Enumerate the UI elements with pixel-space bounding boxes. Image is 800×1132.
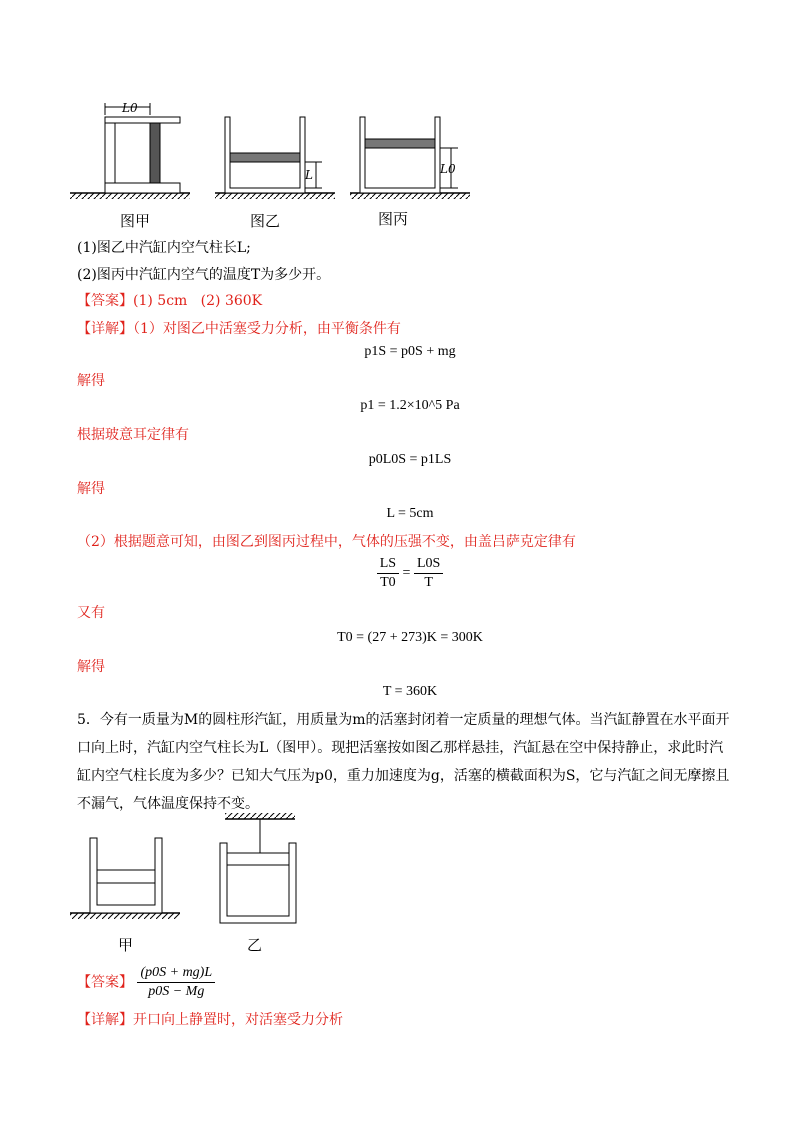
dim-label-bing: L0 — [440, 162, 456, 176]
eq5-num-right: L0S — [414, 555, 443, 574]
q5-answer-den: p0S − Mg — [148, 984, 205, 999]
answer-value-2: (2) 360K — [200, 293, 263, 309]
equation-4: L = 5cm — [386, 506, 434, 521]
eq5-den-left: T0 — [380, 575, 396, 590]
caption-jia-2: 甲 — [118, 936, 134, 954]
diagram-yi — [215, 117, 335, 199]
solve-label-3: 解得 — [77, 659, 105, 675]
caption-yi-2: 乙 — [247, 936, 263, 954]
q4-answer — [77, 291, 262, 311]
q5-detail-text: 开口向上静置时，对活塞受力分析 — [133, 1012, 343, 1028]
answer-label: 【答案】 — [77, 293, 133, 309]
figure-cylinders-2 — [60, 805, 320, 930]
equation-6: T0 = (27 + 273)K = 300K — [337, 630, 483, 645]
eq5-den-right: T — [424, 575, 433, 590]
equation-1: p1S = p0S + mg — [364, 344, 456, 359]
solve-label-2: 解得 — [77, 481, 105, 497]
dim-label-top: L0 — [122, 101, 138, 115]
q4-part1: (1)图乙中汽缸内空气柱长L; — [77, 240, 251, 256]
diagram-jia — [70, 103, 190, 199]
q5-detail — [77, 1010, 343, 1030]
dim-label-yi: L — [305, 168, 313, 182]
q5-answer-num: (p0S + mg)L — [137, 964, 215, 983]
equation-3: p0L0S = p1LS — [368, 452, 452, 467]
caption-jia: 图甲 — [120, 212, 151, 230]
also-label: 又有 — [77, 605, 105, 621]
q5-answer — [77, 964, 215, 1001]
diagram-bing — [350, 117, 470, 199]
diagram-jia-2 — [70, 838, 180, 919]
q5-text: 5．今有一质量为M的圆柱形汽缸，用质量为m的活塞封闭着一定质量的理想气体。当汽缸静置在水平面开口向上时，汽缸内空气柱长为L（图甲）。现把活塞按如图乙那样悬挂，汽缸悬在空中保持静止，求此时汽缸内空气柱长度为多少？已知大气压为p0，重力加速度为g，活塞的横截面积为S，它与汽缸之间无摩擦且不漏气，气体温度保持不变。 — [77, 712, 730, 812]
boyle-law: 根据玻意耳定律有 — [77, 427, 189, 443]
equation-7: T = 360K — [382, 684, 438, 699]
detail-intro: （1）对图乙中活塞受力分析，由平衡条件有 — [133, 321, 401, 337]
q5-detail-label: 【详解】 — [77, 1012, 133, 1028]
solve-label-1: 解得 — [77, 373, 105, 389]
q5-answer-label: 【答案】 — [77, 974, 133, 991]
detail-label: 【详解】 — [77, 321, 133, 337]
answer-value-1: (1) 5cm — [133, 293, 188, 309]
eq5-num-left: LS — [377, 555, 399, 574]
equation-5: $\frac{LS}{T0}$ = $\frac{L0S}{T}$ — [345, 555, 475, 592]
caption-yi: 图乙 — [250, 212, 281, 230]
part2-detail: （2）根据题意可知，由图乙到图丙过程中，气体的压强不变，由盖吕萨克定律有 — [77, 534, 576, 550]
q4-part2: (2)图丙中汽缸内空气的温度T为多少开。 — [77, 267, 331, 283]
q4-detail — [77, 319, 401, 339]
diagram-yi-2 — [220, 813, 296, 923]
equation-2: p1 = 1.2×10^5 Pa — [360, 398, 460, 413]
caption-bing: 图丙 — [378, 210, 409, 228]
